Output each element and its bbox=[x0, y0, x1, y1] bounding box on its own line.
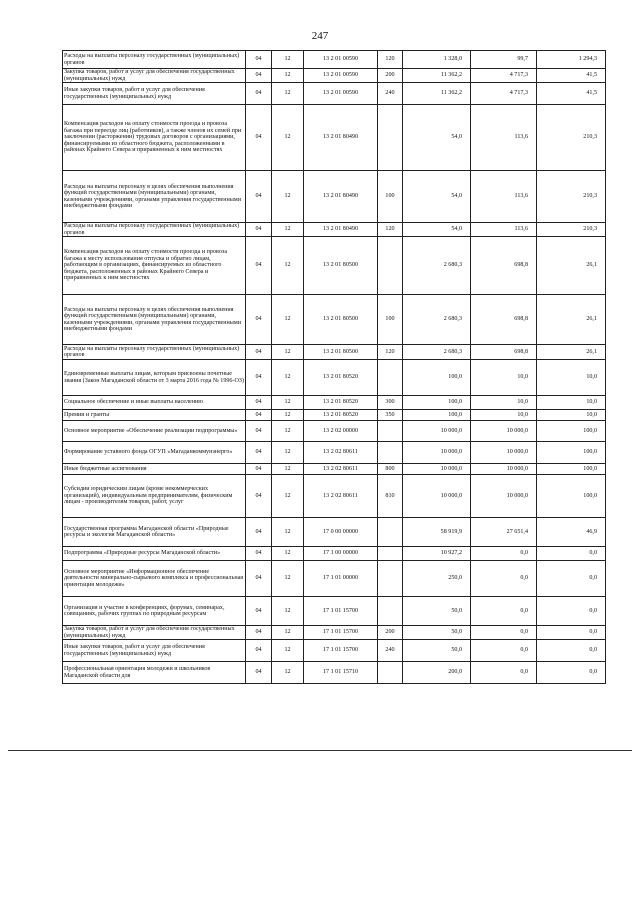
expense-type-code bbox=[378, 237, 403, 295]
executed-amount: 10 000,0 bbox=[471, 442, 537, 464]
expense-type-code bbox=[378, 547, 403, 561]
expense-type-code: 200 bbox=[378, 69, 403, 83]
execution-percent: 46,9 bbox=[537, 518, 606, 547]
row-name: Государственная программа Магаданской области «Природные ресурсы и экология Магаданской области» bbox=[63, 518, 246, 547]
section-code: 04 bbox=[246, 360, 272, 396]
planned-amount: 2 680,3 bbox=[403, 345, 471, 360]
execution-percent: 0,0 bbox=[537, 662, 606, 684]
planned-amount: 58 919,9 bbox=[403, 518, 471, 547]
target-article-code: 13 2 01 80490 bbox=[304, 223, 378, 237]
section-code: 04 bbox=[246, 421, 272, 442]
planned-amount: 10 927,2 bbox=[403, 547, 471, 561]
subsection-code: 12 bbox=[272, 626, 304, 640]
execution-percent: 0,0 bbox=[537, 626, 606, 640]
subsection-code: 12 bbox=[272, 83, 304, 105]
expense-type-code bbox=[378, 662, 403, 684]
planned-amount: 54,0 bbox=[403, 105, 471, 171]
executed-amount: 0,0 bbox=[471, 662, 537, 684]
subsection-code: 12 bbox=[272, 223, 304, 237]
executed-amount: 27 651,4 bbox=[471, 518, 537, 547]
expense-type-code bbox=[378, 442, 403, 464]
section-code: 04 bbox=[246, 237, 272, 295]
row-name: Организация и участие в конференциях, форумах, семинарах, совещаниях, рабочих группах по природным ресурсам bbox=[63, 597, 246, 626]
expense-type-code: 240 bbox=[378, 83, 403, 105]
section-code: 04 bbox=[246, 547, 272, 561]
table-row bbox=[63, 345, 606, 360]
table-row bbox=[63, 223, 606, 237]
executed-amount: 698,8 bbox=[471, 237, 537, 295]
execution-percent: 10,0 bbox=[537, 360, 606, 396]
expense-type-code bbox=[378, 597, 403, 626]
subsection-code: 12 bbox=[272, 421, 304, 442]
planned-amount: 100,0 bbox=[403, 360, 471, 396]
table-row bbox=[63, 442, 606, 464]
budget-table bbox=[62, 50, 606, 684]
footer-divider bbox=[8, 750, 632, 751]
executed-amount: 10 000,0 bbox=[471, 464, 537, 475]
execution-percent: 100,0 bbox=[537, 442, 606, 464]
target-article-code: 13 2 02 80611 bbox=[304, 464, 378, 475]
expense-type-code bbox=[378, 105, 403, 171]
target-article-code: 13 2 01 80490 bbox=[304, 171, 378, 223]
expense-type-code: 810 bbox=[378, 475, 403, 518]
subsection-code: 12 bbox=[272, 396, 304, 410]
execution-percent: 26,1 bbox=[537, 345, 606, 360]
planned-amount: 50,0 bbox=[403, 597, 471, 626]
execution-percent: 100,0 bbox=[537, 421, 606, 442]
subsection-code: 12 bbox=[272, 171, 304, 223]
subsection-code: 12 bbox=[272, 105, 304, 171]
subsection-code: 12 bbox=[272, 475, 304, 518]
execution-percent: 210,3 bbox=[537, 223, 606, 237]
table-row bbox=[63, 360, 606, 396]
section-code: 04 bbox=[246, 295, 272, 345]
section-code: 04 bbox=[246, 396, 272, 410]
row-name: Единовременные выплаты лицам, которым присвоены почетные звания (Закон Магаданской области от 3 марта 2016 года № 1996-ОЗ) bbox=[63, 360, 246, 396]
subsection-code: 12 bbox=[272, 597, 304, 626]
table-row bbox=[63, 396, 606, 410]
expense-type-code: 800 bbox=[378, 464, 403, 475]
planned-amount: 11 362,2 bbox=[403, 69, 471, 83]
table-row bbox=[63, 421, 606, 442]
subsection-code: 12 bbox=[272, 464, 304, 475]
target-article-code: 13 2 02 00000 bbox=[304, 421, 378, 442]
subsection-code: 12 bbox=[272, 51, 304, 69]
section-code: 04 bbox=[246, 626, 272, 640]
subsection-code: 12 bbox=[272, 518, 304, 547]
subsection-code: 12 bbox=[272, 442, 304, 464]
target-article-code: 13 2 01 80520 bbox=[304, 396, 378, 410]
row-name: Закупка товаров, работ и услуг для обеспечения государственных (муниципальных) нужд bbox=[63, 69, 246, 83]
execution-percent: 0,0 bbox=[537, 547, 606, 561]
planned-amount: 100,0 bbox=[403, 396, 471, 410]
section-code: 04 bbox=[246, 597, 272, 626]
subsection-code: 12 bbox=[272, 662, 304, 684]
planned-amount: 2 680,3 bbox=[403, 295, 471, 345]
target-article-code: 13 2 01 80520 bbox=[304, 360, 378, 396]
table-row bbox=[63, 83, 606, 105]
target-article-code: 17 1 01 15700 bbox=[304, 597, 378, 626]
planned-amount: 10 000,0 bbox=[403, 475, 471, 518]
target-article-code: 17 1 01 00000 bbox=[304, 561, 378, 597]
execution-percent: 0,0 bbox=[537, 640, 606, 662]
page-number: 247 bbox=[311, 30, 329, 42]
row-name: Компенсация расходов на оплату стоимости проезда и провоза багажа к месту использования отпуска и обратно лицам, работающим в организациях, финансируемых из областного бюджета, расположенных в районах Крайнего Севера и приравненных к ним местностях bbox=[63, 237, 246, 295]
expense-type-code bbox=[378, 421, 403, 442]
execution-percent: 41,5 bbox=[537, 69, 606, 83]
executed-amount: 10,0 bbox=[471, 396, 537, 410]
table-row bbox=[63, 475, 606, 518]
row-name: Профессиональная ориентация молодежи и школьников Магаданской области для bbox=[63, 662, 246, 684]
execution-percent: 100,0 bbox=[537, 464, 606, 475]
subsection-code: 12 bbox=[272, 640, 304, 662]
expense-type-code: 120 bbox=[378, 51, 403, 69]
target-article-code: 13 2 01 00590 bbox=[304, 51, 378, 69]
section-code: 04 bbox=[246, 442, 272, 464]
planned-amount: 10 000,0 bbox=[403, 421, 471, 442]
row-name: Основное мероприятие «Обеспечение реализации подпрограммы» bbox=[63, 421, 246, 442]
table-row bbox=[63, 51, 606, 69]
executed-amount: 99,7 bbox=[471, 51, 537, 69]
table-row bbox=[63, 105, 606, 171]
expense-type-code bbox=[378, 360, 403, 396]
section-code: 04 bbox=[246, 561, 272, 597]
subsection-code: 12 bbox=[272, 295, 304, 345]
subsection-code: 12 bbox=[272, 547, 304, 561]
planned-amount: 50,0 bbox=[403, 626, 471, 640]
expense-type-code bbox=[378, 518, 403, 547]
executed-amount: 0,0 bbox=[471, 561, 537, 597]
row-name: Иные закупки товаров, работ и услуг для обеспечения государственных (муниципальных) нужд bbox=[63, 640, 246, 662]
expense-type-code: 300 bbox=[378, 396, 403, 410]
expense-type-code: 120 bbox=[378, 345, 403, 360]
target-article-code: 13 2 02 80611 bbox=[304, 442, 378, 464]
target-article-code: 13 2 01 80500 bbox=[304, 295, 378, 345]
table-row bbox=[63, 171, 606, 223]
planned-amount: 1 328,0 bbox=[403, 51, 471, 69]
executed-amount: 113,6 bbox=[471, 171, 537, 223]
row-name: Расходы на выплаты персоналу государственных (муниципальных) органов bbox=[63, 51, 246, 69]
row-name: Основное мероприятие «Информационное обеспечение деятельности минерально-сырьевого комплекса и профессиональная ориентация молодежи» bbox=[63, 561, 246, 597]
row-name: Закупка товаров, работ и услуг для обеспечения государственных (муниципальных) нужд bbox=[63, 626, 246, 640]
section-code: 04 bbox=[246, 410, 272, 421]
planned-amount: 10 000,0 bbox=[403, 464, 471, 475]
executed-amount: 10,0 bbox=[471, 410, 537, 421]
expense-type-code: 200 bbox=[378, 626, 403, 640]
table-row bbox=[63, 410, 606, 421]
table-row bbox=[63, 597, 606, 626]
execution-percent: 10,0 bbox=[537, 410, 606, 421]
table-row bbox=[63, 561, 606, 597]
execution-percent: 0,0 bbox=[537, 597, 606, 626]
planned-amount: 200,0 bbox=[403, 662, 471, 684]
section-code: 04 bbox=[246, 475, 272, 518]
table-row bbox=[63, 464, 606, 475]
planned-amount: 250,0 bbox=[403, 561, 471, 597]
target-article-code: 13 2 01 80520 bbox=[304, 410, 378, 421]
subsection-code: 12 bbox=[272, 345, 304, 360]
executed-amount: 4 717,3 bbox=[471, 83, 537, 105]
execution-percent: 100,0 bbox=[537, 475, 606, 518]
row-name: Субсидии юридическим лицам (кроме некоммерческих организаций), индивидуальным предпринимателям, физическим лицам - производителям товаров, работ, услуг bbox=[63, 475, 246, 518]
executed-amount: 113,6 bbox=[471, 223, 537, 237]
expense-type-code: 350 bbox=[378, 410, 403, 421]
target-article-code: 13 2 01 80490 bbox=[304, 105, 378, 171]
executed-amount: 0,0 bbox=[471, 640, 537, 662]
target-article-code: 17 1 01 15700 bbox=[304, 640, 378, 662]
table-row bbox=[63, 640, 606, 662]
execution-percent: 41,5 bbox=[537, 83, 606, 105]
row-name: Подпрограмма «Природные ресурсы Магаданской области» bbox=[63, 547, 246, 561]
section-code: 04 bbox=[246, 640, 272, 662]
execution-percent: 210,3 bbox=[537, 171, 606, 223]
target-article-code: 17 1 01 15700 bbox=[304, 626, 378, 640]
table-row bbox=[63, 518, 606, 547]
executed-amount: 113,6 bbox=[471, 105, 537, 171]
subsection-code: 12 bbox=[272, 561, 304, 597]
expense-type-code: 100 bbox=[378, 171, 403, 223]
section-code: 04 bbox=[246, 223, 272, 237]
executed-amount: 698,8 bbox=[471, 295, 537, 345]
executed-amount: 0,0 bbox=[471, 597, 537, 626]
expense-type-code: 120 bbox=[378, 223, 403, 237]
target-article-code: 13 2 01 80500 bbox=[304, 237, 378, 295]
target-article-code: 13 2 02 80611 bbox=[304, 475, 378, 518]
execution-percent: 10,0 bbox=[537, 396, 606, 410]
table-row bbox=[63, 626, 606, 640]
subsection-code: 12 bbox=[272, 410, 304, 421]
executed-amount: 10 000,0 bbox=[471, 475, 537, 518]
target-article-code: 13 2 01 00590 bbox=[304, 83, 378, 105]
executed-amount: 10 000,0 bbox=[471, 421, 537, 442]
row-name: Расходы на выплаты персоналу государственных (муниципальных) органов bbox=[63, 223, 246, 237]
executed-amount: 4 717,3 bbox=[471, 69, 537, 83]
row-name: Расходы на выплаты персоналу государственных (муниципальных) органов bbox=[63, 345, 246, 360]
section-code: 04 bbox=[246, 83, 272, 105]
row-name: Социальное обеспечение и иные выплаты населению bbox=[63, 396, 246, 410]
planned-amount: 54,0 bbox=[403, 171, 471, 223]
planned-amount: 11 362,2 bbox=[403, 83, 471, 105]
expense-type-code: 100 bbox=[378, 295, 403, 345]
table-row bbox=[63, 295, 606, 345]
executed-amount: 698,8 bbox=[471, 345, 537, 360]
planned-amount: 100,0 bbox=[403, 410, 471, 421]
row-name: Иные закупки товаров, работ и услуг для обеспечения государственных (муниципальных) нужд bbox=[63, 83, 246, 105]
row-name: Формирование уставного фонда ОГУП «Магаданкоммунэнерго» bbox=[63, 442, 246, 464]
executed-amount: 0,0 bbox=[471, 626, 537, 640]
section-code: 04 bbox=[246, 662, 272, 684]
table-row bbox=[63, 237, 606, 295]
target-article-code: 17 1 00 00000 bbox=[304, 547, 378, 561]
table-row bbox=[63, 547, 606, 561]
target-article-code: 17 1 01 15710 bbox=[304, 662, 378, 684]
execution-percent: 0,0 bbox=[537, 561, 606, 597]
planned-amount: 10 000,0 bbox=[403, 442, 471, 464]
row-name: Компенсация расходов на оплату стоимости проезда и провоза багажа при переезде лиц (работников), а также членов их семей при заключении (расторжении) трудовых договоров с организациями, финансируемыми из областного бюджета, расположенными в районах Крайнего Севера и приравненных к ним местностях bbox=[63, 105, 246, 171]
executed-amount: 10,0 bbox=[471, 360, 537, 396]
expense-type-code bbox=[378, 561, 403, 597]
section-code: 04 bbox=[246, 518, 272, 547]
subsection-code: 12 bbox=[272, 360, 304, 396]
table-row bbox=[63, 662, 606, 684]
table-row bbox=[63, 69, 606, 83]
subsection-code: 12 bbox=[272, 237, 304, 295]
target-article-code: 13 2 01 80500 bbox=[304, 345, 378, 360]
planned-amount: 54,0 bbox=[403, 223, 471, 237]
executed-amount: 0,0 bbox=[471, 547, 537, 561]
planned-amount: 2 680,3 bbox=[403, 237, 471, 295]
section-code: 04 bbox=[246, 345, 272, 360]
target-article-code: 17 0 00 00000 bbox=[304, 518, 378, 547]
execution-percent: 1 294,3 bbox=[537, 51, 606, 69]
row-name: Расходы на выплаты персоналу в целях обеспечения выполнения функций государственными (муниципальными) органами, казенными учреждениями, органами управления государственными внебюджетными фондами bbox=[63, 295, 246, 345]
planned-amount: 50,0 bbox=[403, 640, 471, 662]
row-name: Расходы на выплаты персоналу в целях обеспечения выполнения функций государственными (муниципальными) органами, казенными учреждениями, органами управления государственными внебюджетными фондами bbox=[63, 171, 246, 223]
execution-percent: 210,3 bbox=[537, 105, 606, 171]
section-code: 04 bbox=[246, 464, 272, 475]
section-code: 04 bbox=[246, 105, 272, 171]
section-code: 04 bbox=[246, 51, 272, 69]
section-code: 04 bbox=[246, 171, 272, 223]
execution-percent: 26,1 bbox=[537, 237, 606, 295]
execution-percent: 26,1 bbox=[537, 295, 606, 345]
subsection-code: 12 bbox=[272, 69, 304, 83]
row-name: Премии и гранты bbox=[63, 410, 246, 421]
row-name: Иные бюджетные ассигнования bbox=[63, 464, 246, 475]
section-code: 04 bbox=[246, 69, 272, 83]
target-article-code: 13 2 01 00590 bbox=[304, 69, 378, 83]
expense-type-code: 240 bbox=[378, 640, 403, 662]
